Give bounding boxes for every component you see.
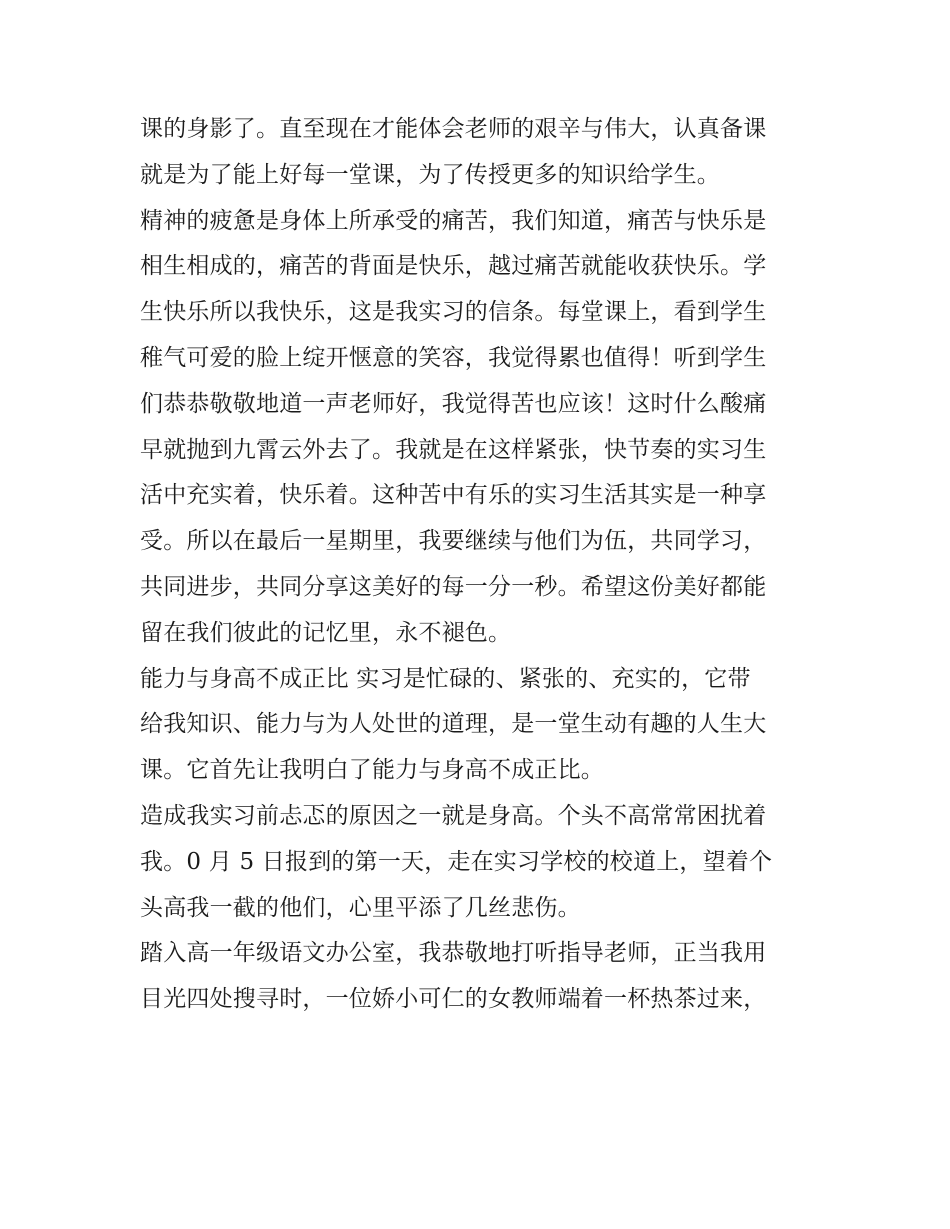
text-line: 稚气可爱的脸上绽开惬意的笑容，我觉得累也值得！听到学生 bbox=[140, 344, 767, 371]
text-line: 留在我们彼此的记忆里，永不褪色。 bbox=[140, 619, 512, 646]
text-line: 活中充实着，快乐着。这种苦中有乐的实习生活其实是一种享 bbox=[140, 482, 767, 509]
text-line: 精神的疲惫是身体上所承受的痛苦，我们知道，痛苦与快乐是 bbox=[140, 207, 767, 234]
text-line: 课。它首先让我明白了能力与身高不成正比。 bbox=[140, 757, 604, 784]
text-line: 共同进步，共同分享这美好的每一分一秒。希望这份美好都能 bbox=[140, 573, 767, 600]
text-line: 早就抛到九霄云外去了。我就是在这样紧张，快节奏的实习生 bbox=[140, 436, 767, 463]
text-line: 我。0 月 5 日报到的第一天，走在实习学校的校道上，望着个 bbox=[140, 848, 773, 875]
body-text bbox=[140, 107, 820, 1023]
text-line: 受。所以在最后一星期里，我要继续与他们为伍，共同学习， bbox=[140, 528, 767, 555]
text-line: 相生相成的，痛苦的背面是快乐，越过痛苦就能收获快乐。学 bbox=[140, 253, 767, 280]
text-line: 目光四处搜寻时，一位娇小可仁的女教师端着一杯热茶过来， bbox=[140, 986, 767, 1013]
text-line: 能力与身高不成正比 实习是忙碌的、紧张的、充实的，它带 bbox=[140, 665, 751, 692]
text-line: 给我知识、能力与为人处世的道理，是一堂生动有趣的人生大 bbox=[140, 711, 767, 738]
text-line: 踏入高一年级语文办公室，我恭敬地打听指导老师，正当我用 bbox=[140, 940, 767, 967]
text-line: 们恭恭敬敬地道一声老师好，我觉得苦也应该！这时什么酸痛 bbox=[140, 390, 767, 417]
text-line: 就是为了能上好每一堂课，为了传授更多的知识给学生。 bbox=[140, 161, 720, 188]
text-line: 课的身影了。直至现在才能体会老师的艰辛与伟大，认真备课 bbox=[140, 116, 767, 142]
text-line: 头高我一截的他们，心里平添了几丝悲伤。 bbox=[140, 894, 581, 921]
text-line: 生快乐所以我快乐，这是我实习的信条。每堂课上，看到学生 bbox=[140, 299, 767, 326]
text-line: 造成我实习前忐忑的原因之一就是身高。个头不高常常困扰着 bbox=[140, 802, 767, 829]
